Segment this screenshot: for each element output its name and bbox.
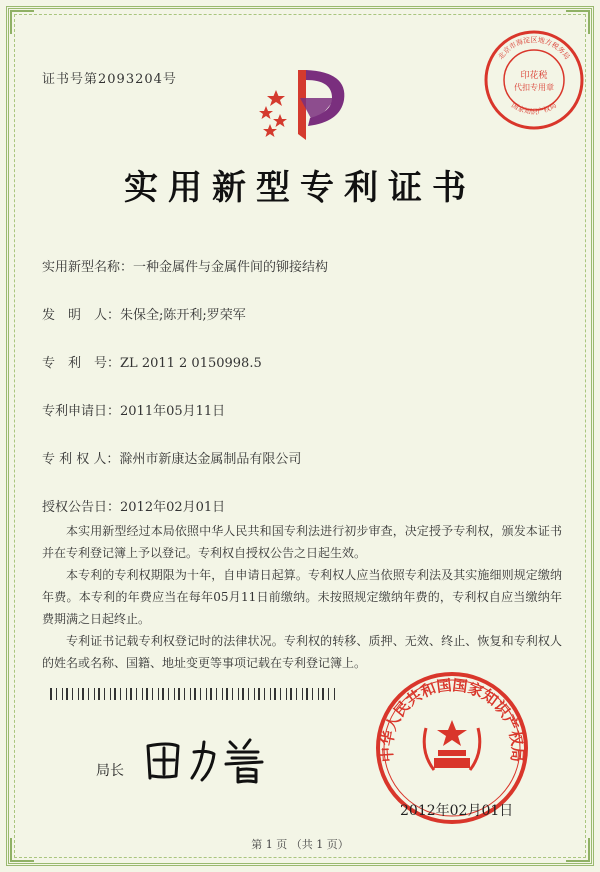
sipo-logo-icon	[258, 62, 358, 148]
field-filing-date: 专利申请日：2011年05月11日	[42, 404, 226, 419]
tax-stamp-seal	[482, 28, 586, 132]
corner-ornament	[10, 10, 34, 34]
director-label: 局长	[96, 763, 124, 779]
svg-text:北京市海淀区地方税务局: 北京市海淀区地方税务局	[496, 36, 572, 62]
paragraph: 本实用新型经过本局依照中华人民共和国专利法进行初步审查，决定授予专利权，颁发本证书并在专利登记簿上予以登记。专利权自授权公告之日起生效。	[42, 524, 562, 560]
field-patentee: 专 利 权 人：滁州市新康达金属制品有限公司	[42, 452, 302, 467]
seal-date: 2012年02月01日	[400, 803, 514, 819]
director-signature	[138, 728, 288, 792]
seal-text: 中华人民共和国国家知识产权局	[377, 676, 527, 763]
page-footer: 第 1 页 （共 1 页）	[251, 838, 349, 851]
paragraph: 专利证书记载专利权登记时的法律状况。专利权的转移、质押、无效、终止、恢复和专利权人的姓名或名称、国籍、地址变更等事项记载在专利登记簿上。	[42, 634, 562, 670]
barcode	[50, 688, 340, 700]
paragraph: 本专利的专利权期限为十年，自申请日起算。专利权人应当依照专利法及其实施细则规定缴纳年费。本专利的年费应当在每年05月11日前缴纳。未按照规定缴纳年费的，专利权自应当缴纳年费期满之日起终止。	[42, 568, 562, 626]
certificate-body	[42, 520, 562, 674]
field-inventor: 发 明 人：朱保全;陈开利;罗荣军	[42, 308, 246, 323]
field-grant-date: 授权公告日：2012年02月01日	[42, 500, 226, 515]
svg-text:印花税: 印花税	[520, 71, 548, 81]
svg-text:国家知识产权局: 国家知识产权局	[509, 101, 559, 116]
certificate-number: 证书号第2093204号	[42, 72, 177, 87]
svg-text:代扣专用章: 代扣专用章	[514, 83, 554, 92]
field-utility-model-name: 实用新型名称：一种金属件与金属件间的铆接结构	[42, 260, 329, 275]
field-patent-number: 专 利 号：ZL 2011 2 0150998.5	[42, 356, 262, 371]
svg-text:中华人民共和国国家知识产权局	[378, 676, 527, 762]
page-title: 实用新型专利证书	[124, 168, 476, 208]
